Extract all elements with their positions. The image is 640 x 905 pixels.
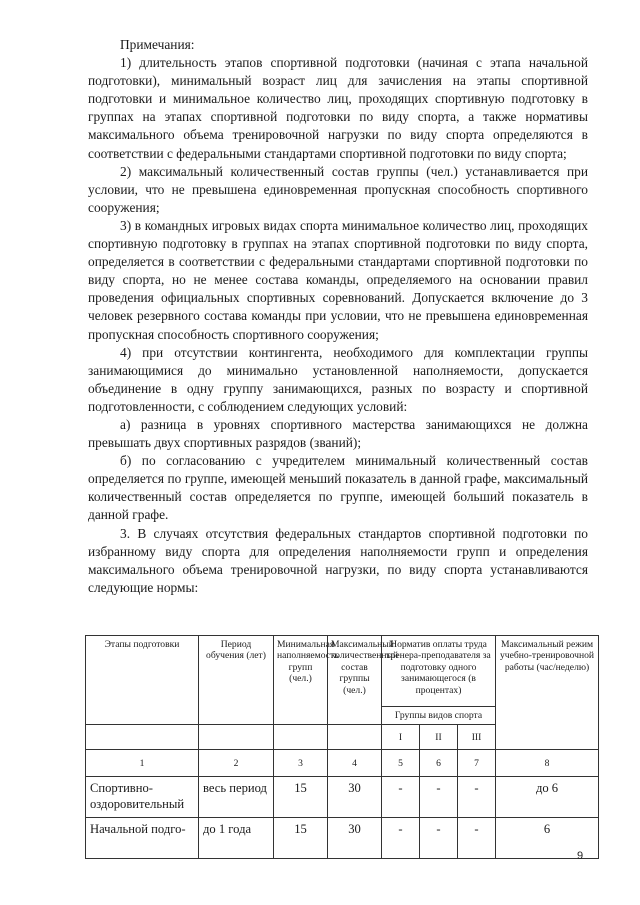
column-number: 2 (199, 750, 274, 777)
header-min-group: Минимальная наполняемость групп (чел.) (274, 636, 328, 725)
header-stages: Этапы подготовки (86, 636, 199, 725)
note-paragraph: 2) максимальный количественный состав группы (чел.) устанавливается при условии, что не превышена единовременная пропускная способность спортивного сооружения; (88, 163, 588, 215)
note-paragraph: 3) в командных игровых видах спорта минимальное количество лиц, проходящих спортивную подготовку в группах на этапах спортивной подготовки по виду спорта, определяется в соответствии с федеральными стандартами спортивной подготовки по виду спорта, но не менее состава команды, определяемого на основании правил проведения официальных спортивных соревнований. Допускается включение до 3 человек резервного состава команды при условии, что не превышена единовременная пропускная способность спортивного сооружения; (88, 217, 588, 342)
stage-cell: Спортивно-оздоровительный (86, 777, 199, 818)
group-1-cell: - (382, 777, 420, 818)
header-group-1: I (382, 725, 420, 750)
header-pay-norm: Норматив оплаты труда тренера-преподавателя за подготовку одного занимающегося (в процентах) (382, 636, 496, 707)
group-3-cell: - (458, 818, 496, 859)
group-2-cell: - (420, 818, 458, 859)
header-group-2: II (420, 725, 458, 750)
mode-cell: 6 (496, 818, 599, 859)
min-cell: 15 (274, 818, 328, 859)
max-cell: 30 (328, 777, 382, 818)
group-1-cell: - (382, 818, 420, 859)
column-number: 1 (86, 750, 199, 777)
note-paragraph: а) разница в уровнях спортивного мастерства занимающихся не должна превышать двух спортивных разрядов (званий); (88, 416, 588, 451)
note-paragraph: б) по согласованию с учредителем минимальный количественный состав определяется по группе, имеющей меньший показатель в данной графе, максимальный количественный состав определяется по группе, имеющей больший показатель в данной графе. (88, 453, 588, 523)
section-paragraph: 3. В случаях отсутствия федеральных стандартов спортивной подготовки по избранному виду спорта для определения наполняемости групп и определения максимального объема тренировочной нагрузки, по виду спорта устанавливаются следующие нормы: (88, 525, 588, 595)
table-row (86, 777, 599, 818)
note-paragraph: 4) при отсутствии контингента, необходимого для комплектации группы занимающимися до минимально установленной наполняемости, допускается объединение в одну группу занимающихся, разных по возрасту и спортивной подготовленности, с соблюдением следующих условий: (88, 344, 588, 414)
column-number: 7 (458, 750, 496, 777)
notes-text (88, 36, 588, 597)
group-2-cell: - (420, 777, 458, 818)
page-number: 9 (577, 850, 584, 862)
header-max-group: Максимальный количественный состав группы (чел.) (328, 636, 382, 725)
column-number: 6 (420, 750, 458, 777)
header-max-mode: Максимальный режим учебно-тренировочной работы (час/неделю) (496, 636, 599, 750)
table-row (86, 818, 599, 859)
period-cell: весь период (199, 777, 274, 818)
notes-heading: Примечания: (120, 37, 195, 52)
column-number: 5 (382, 750, 420, 777)
max-cell: 30 (328, 818, 382, 859)
norms-table (85, 635, 599, 859)
note-paragraph: 1) длительность этапов спортивной подготовки (начиная с этапа начальной подготовки), минимальный возраст лиц для зачисления на этапы спортивной подготовки и минимальное количество лиц, проходящих спортивную подготовку в группах на этапах спортивной подготовки по виду спорта, а также нормативы максимального объема тренировочной нагрузки по виду спорта определяются в соответствии с федеральными стандартами спортивной подготовки по виду спорта; (88, 55, 588, 161)
column-number-row (86, 750, 599, 777)
mode-cell: до 6 (496, 777, 599, 818)
header-min-group-cont (274, 725, 328, 750)
group-3-cell: - (458, 777, 496, 818)
stage-cell: Начальной подго- (86, 818, 199, 859)
header-period-cont (199, 725, 274, 750)
header-sport-groups: Группы видов спорта (382, 707, 496, 725)
column-number: 4 (328, 750, 382, 777)
header-stages-cont (86, 725, 199, 750)
column-number: 3 (274, 750, 328, 777)
min-cell: 15 (274, 777, 328, 818)
header-group-3: III (458, 725, 496, 750)
header-period: Период обучения (лет) (199, 636, 274, 725)
header-max-group-cont (328, 725, 382, 750)
period-cell: до 1 года (199, 818, 274, 859)
column-number: 8 (496, 750, 599, 777)
